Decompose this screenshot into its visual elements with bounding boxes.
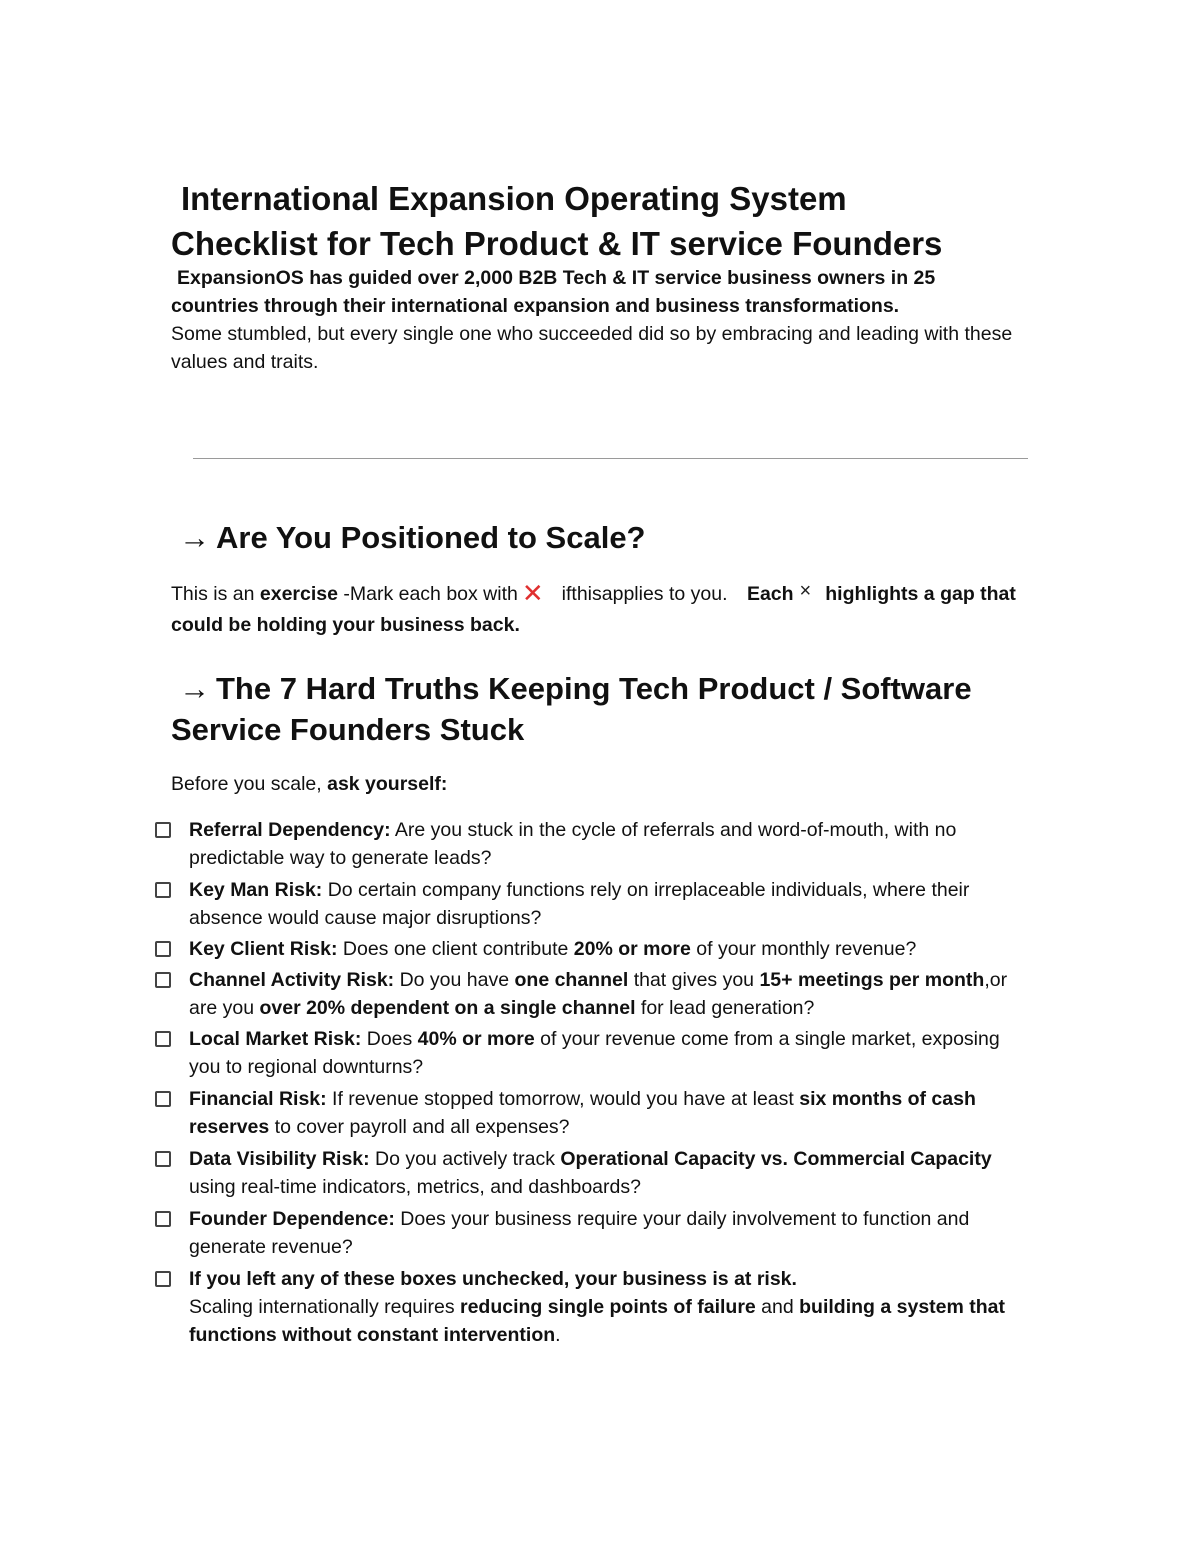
item-text: for lead generation? <box>635 997 815 1019</box>
intro-regular-text: Some stumbled, but every single one who succeeded did so by embracing and leading with these values and traits. <box>171 323 1013 373</box>
intro-bold-line-1: ExpansionOS has guided over 2,000 B2B Tech & IT service business owners in 25 <box>177 267 936 289</box>
item-text: and <box>755 1296 800 1318</box>
checkbox[interactable] <box>155 882 171 898</box>
item-text: . <box>555 1324 561 1346</box>
item-label: Channel Activity Risk: <box>189 969 395 991</box>
item-bold: six months of cash reserves <box>189 1088 976 1138</box>
ask-yourself-line <box>171 770 447 798</box>
checklist-item-data-visibility-risk <box>155 1145 1035 1201</box>
checklist-item-local-market-risk <box>155 1025 1035 1081</box>
item-text: Do certain company functions rely on irreplaceable individuals, where their absence would cause major disruptions? <box>189 879 970 929</box>
item-label: Key Man Risk: <box>189 879 323 901</box>
checklist-item-key-man-risk <box>155 876 1035 932</box>
item-text: of your revenue come from a single market, exposing you to regional downturns? <box>189 1028 1000 1078</box>
exercise-text: This is an <box>171 583 260 605</box>
document-title <box>171 176 1071 266</box>
section-heading-line-2: Service Founders Stuck <box>171 712 525 747</box>
checkbox[interactable] <box>155 1151 171 1167</box>
item-text: that gives you <box>628 969 760 991</box>
checklist-item-referral-dependency <box>155 816 1035 872</box>
item-label: Financial Risk: <box>189 1088 327 1110</box>
item-text: using real-time indicators, metrics, and dashboards? <box>189 1176 641 1198</box>
exercise-text: -Mark each box with <box>337 583 518 605</box>
exercise-instructions <box>171 576 1041 641</box>
item-text: Does one client contribute <box>337 938 574 960</box>
red-x-mark-icon: ✕ <box>521 578 544 608</box>
ask-text: Before you scale, <box>171 773 328 795</box>
item-label: Founder Dependence: <box>189 1208 395 1230</box>
checkbox[interactable] <box>155 941 171 957</box>
item-bold: 20% or more <box>573 938 691 960</box>
section-heading-scale <box>171 517 646 558</box>
item-text: to cover payroll and all expenses? <box>269 1116 570 1138</box>
intro-bold-line-2: countries through their international expansion and business transformations. <box>171 295 900 317</box>
checkbox[interactable] <box>155 822 171 838</box>
item-label: Referral Dependency: <box>189 819 391 841</box>
checklist-item-risk-summary <box>155 1265 1035 1349</box>
exercise-text: ifthisapplies to you. <box>561 583 728 605</box>
intro-paragraph <box>171 264 1041 376</box>
title-line-1: International Expansion Operating System <box>181 180 847 217</box>
arrow-icon: → <box>179 520 210 555</box>
item-text: Are you stuck in the cycle of referrals and word-of-mouth, with no predictable way to generate leads? <box>189 819 957 869</box>
item-label: Data Visibility Risk: <box>189 1148 370 1170</box>
checkbox[interactable] <box>155 972 171 988</box>
item-bold: If you left any of these boxes unchecked, your business is at risk. <box>189 1268 797 1290</box>
x-mark-icon: × <box>799 580 812 602</box>
item-label: Local Market Risk: <box>189 1028 362 1050</box>
item-bold: 15+ meetings per month <box>759 969 985 991</box>
checklist-item-financial-risk <box>155 1085 1035 1141</box>
ask-bold: ask yourself: <box>327 773 448 795</box>
arrow-icon: → <box>179 671 210 706</box>
section-heading-hard-truths <box>171 668 972 750</box>
checkbox[interactable] <box>155 1091 171 1107</box>
item-bold: Operational Capacity vs. Commercial Capacity <box>560 1148 992 1170</box>
item-text: ,or are you <box>189 969 1008 1019</box>
section-heading-text: Are You Positioned to Scale? <box>216 520 646 555</box>
item-text: of your monthly revenue? <box>690 938 917 960</box>
item-text: Does your business require your daily involvement to function and generate revenue? <box>189 1208 970 1258</box>
exercise-bold: Each <box>746 583 794 605</box>
checkbox[interactable] <box>155 1031 171 1047</box>
item-text: Does <box>361 1028 418 1050</box>
risk-checklist <box>155 816 1035 1349</box>
item-bold: over 20% dependent on a single channel <box>259 997 636 1019</box>
checkbox[interactable] <box>155 1211 171 1227</box>
section-heading-line-1: The 7 Hard Truths Keeping Tech Product / Software <box>216 671 972 706</box>
item-bold: one channel <box>514 969 629 991</box>
item-bold: building a system that functions without constant intervention <box>189 1296 1006 1346</box>
checklist-item-founder-dependence <box>155 1205 1035 1261</box>
item-bold: 40% or more <box>417 1028 535 1050</box>
item-label: Key Client Risk: <box>189 938 338 960</box>
item-text: Do you actively track <box>369 1148 561 1170</box>
item-bold: reducing single points of failure <box>459 1296 756 1318</box>
checklist-item-key-client-risk <box>155 935 1035 963</box>
exercise-bold: highlights a gap that could be holding your business back. <box>171 583 1016 636</box>
checklist-item-channel-activity-risk <box>155 966 1035 1022</box>
title-line-2: Checklist for Tech Product & IT service Founders <box>171 225 943 262</box>
exercise-bold: exercise <box>259 583 338 605</box>
item-text: Do you have <box>394 969 515 991</box>
item-text: Scaling internationally requires <box>189 1296 460 1318</box>
checkbox[interactable] <box>155 1271 171 1287</box>
item-text: If revenue stopped tomorrow, would you have at least <box>326 1088 800 1110</box>
horizontal-divider <box>193 458 1028 459</box>
